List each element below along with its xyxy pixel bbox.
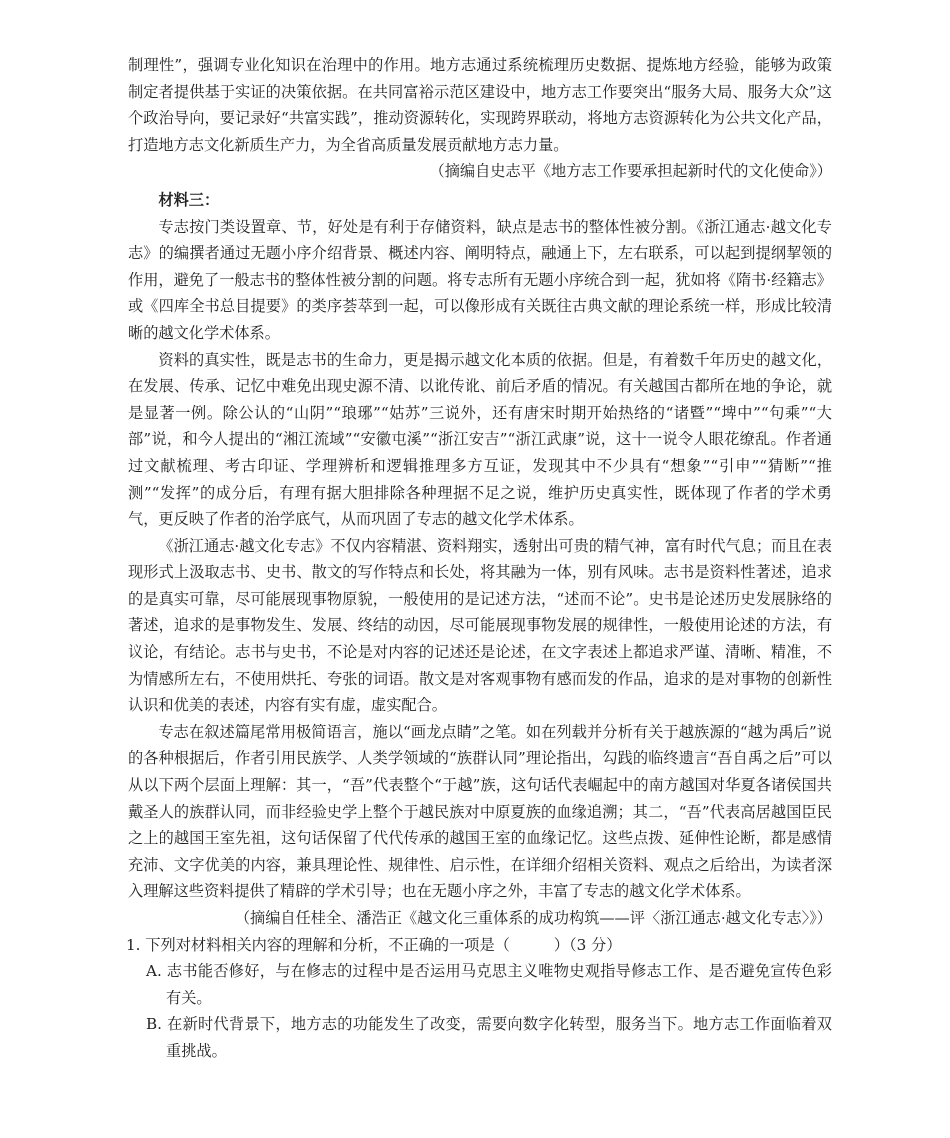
question-1-option-b: B. 在新时代背景下，地方志的功能发生了改变，需要向数字化转型，服务当下。地方志工作面临着双重挑战。 [146, 1015, 832, 1060]
material-two-tail-paragraph: 制理性”，强调专业化知识在治理中的作用。地方志通过系统梳理历史数据、提炼地方经验，能够为政策制定者提供基于实证的决策依据。在共同富裕示范区建设中，地方志工作要突出“服务大局、服务大众”这个政治导向，要记录好“共富实践”，推动资源转化，实现跨界联动，将地方志资源转化为公共文化产品，打造地方志文化新质生产力，为全省高质量发展贡献地方志力量。 [128, 56, 832, 154]
material-two-source: （摘编自史志平《地方志工作要承担起新时代的文化使命》） [429, 162, 832, 181]
material-three-heading: 材料三： [158, 190, 220, 209]
question-1-score: ）（3 分） [553, 935, 622, 954]
material-three-paragraph-2: 资料的真实性，既是志书的生命力，更是揭示越文化本质的依据。但是，有着数千年历史的越文化，在发展、传承、记忆中难免出现史源不清、以讹传讹、前后矛盾的情况。有关越国古都所在地的争论，就是显著一例。除公认的“山阴”“琅琊”“姑苏”三说外，还有唐宋时期开始热络的“诸暨”“埤中”“句乘”“大部”说，和今人提出的“湘江流域”“安徽屯溪”“浙江安吉”“浙江武康”说，这十一说令人眼花缭乱。作者通过文献梳理、考古印证、学理辨析和逻辑推理多方互证，发现其中不少具有“想象”“引申”“猜断”“推测”“发挥”的成分后，有理有据大胆排除各种理据不足之说，维护历史真实性，既体现了作者的学术勇气，更反映了作者的治学底气，从而巩固了专志的越文化学术体系。 [128, 350, 832, 529]
material-three-paragraph-1: 专志按门类设置章、节，好处是有利于存储资料，缺点是志书的整体性被分割。《浙江通志·越文化专志》的编撰者通过无题小序介绍背景、概述内容、阐明特点，融通上下，左右联系，可以起到提纲挈领的作用，避免了一般志书的整体性被分割的问题。将专志所有无题小序统合到一起，犹如将《隋书·经籍志》或《四库全书总目提要》的类序荟萃到一起，可以像形成有关既往古典文献的理论系统一样，形成比较清晰的越文化学术体系。 [128, 217, 832, 342]
question-1-stem-text: 1. 下列对材料相关内容的理解和分析，不正确的一项是（ [126, 935, 510, 954]
material-three-source: （摘编自任桂全、潘浩正《越文化三重体系的成功构筑——评〈浙江通志·越文化专志〉》） [234, 909, 832, 927]
question-1-stem [126, 932, 832, 959]
material-three-paragraph-4: 专志在叙述篇尾常用极简语言，施以“画龙点睛”之笔。如在列载并分析有关于越族源的“越为禹后”说的各种根据后，作者引用民族学、人类学领域的“族群认同”理论指出，勾践的临终遗言“吾自禹之后”可以从以下两个层面上理解：其一，“吾”代表整个“于越”族，这句话代表崛起中的南方越国对华夏各诸侯国共戴圣人的族群认同，而非经验史学上整个于越民族对中原夏族的血缘追溯；其二，“吾”代表高居越国臣民之上的越国王室先祖，这句话保留了代代传承的越国王室的血缘记忆。这些点拨、延伸性论断，都是感情充沛、文字优美的内容，兼具理论性、规律性、启示性，在详细介绍相关资料、观点之后给出，为读者深入理解这些资料提供了精辟的学术引导；也在无题小序之外，丰富了专志的越文化学术体系。 [128, 722, 832, 901]
material-three-paragraph-3: 《浙江通志·越文化专志》不仅内容精湛、资料翔实，透射出可贵的精气神，富有时代气息；而且在表现形式上汲取志书、史书、散文的写作特点和长处，将其融为一体，别有风味。志书是资料性著述，追求的是真实可靠，尽可能展现事物原貌，一般使用的是记述方法，“述而不论”。史书是论述历史发展脉络的著述，追求的是事物发生、发展、终结的动因，尽可能展现事物发展的规律性，一般使用论述的方法，有议论，有结论。志书与史书，不论是对内容的记述还是论述，在文字表述上都追求严谨、清晰、精准，不为情感所左右，不使用烘托、夸张的词语。散文是对客观事物有感而发的作品，追求的是对事物的创新性认识和优美的表述，内容有实有虚，虚实配合。 [128, 536, 832, 715]
question-1-option-a: A. 志书能否修好，与在修志的过程中是否运用马克思主义唯物史观指导修志工作、是否避免宣传色彩有关。 [146, 962, 832, 1007]
